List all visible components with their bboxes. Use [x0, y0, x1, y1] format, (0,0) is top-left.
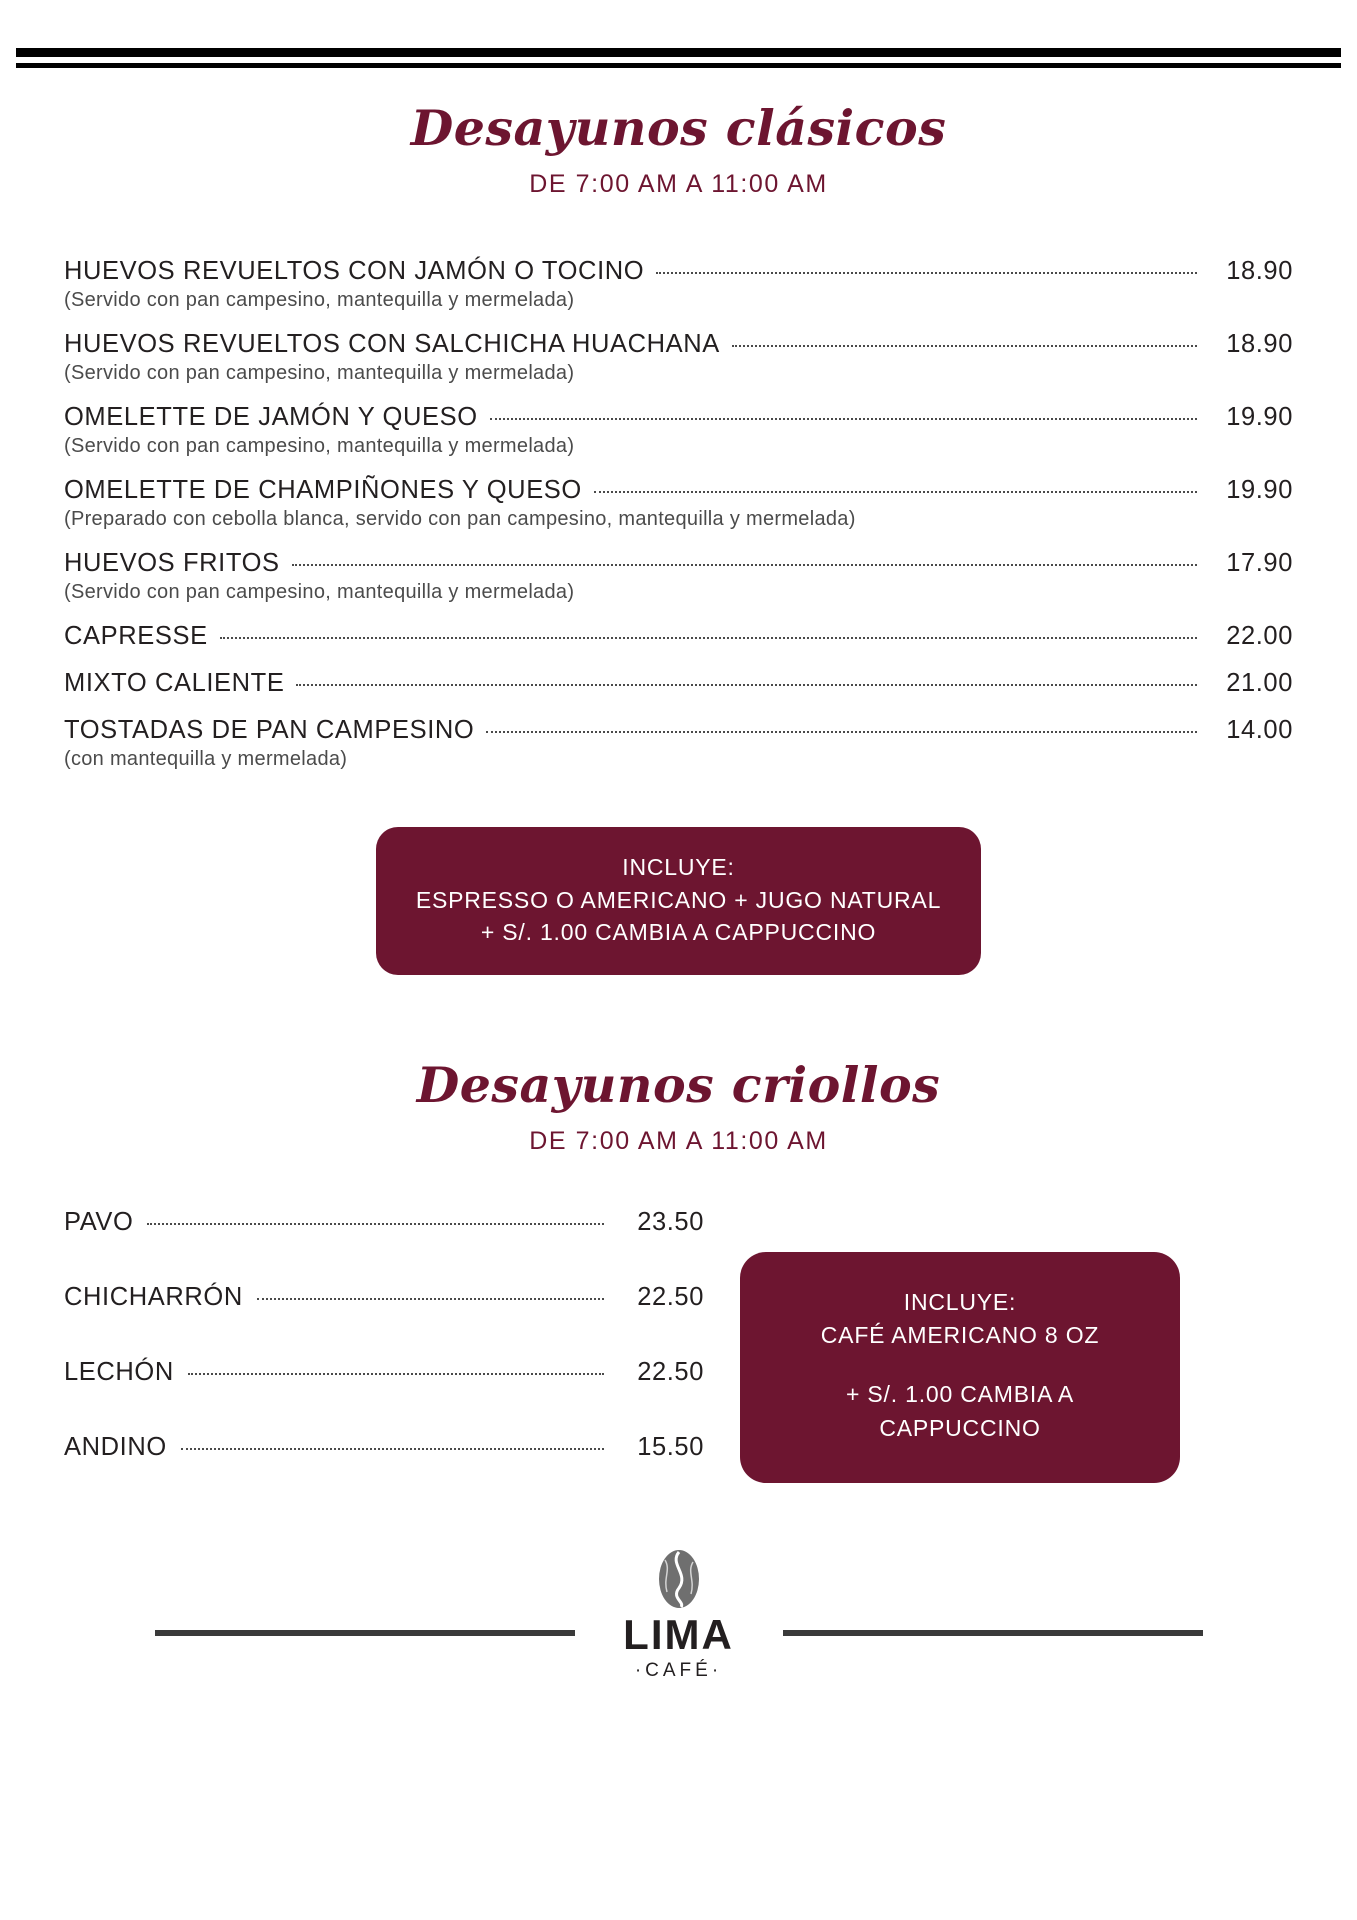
leader-dots: [188, 1372, 604, 1375]
item-price: 22.00: [1226, 621, 1293, 650]
footer: [0, 1548, 1357, 1724]
item-price: 18.90: [1226, 256, 1293, 285]
brand-logo: [589, 1548, 769, 1682]
item-name: TOSTADAS DE PAN CAMPESINO: [64, 715, 475, 744]
list-item: [64, 1358, 704, 1387]
item-line: [64, 669, 1293, 698]
includes-badge: [740, 1252, 1180, 1483]
footer-rule-right: [783, 1630, 1203, 1636]
brand-subtitle: ·CAFÉ·: [634, 1659, 723, 1681]
leader-dots: [594, 490, 1197, 493]
section-2-title: Desayunos criollos: [416, 1055, 941, 1114]
leader-dots: [257, 1297, 604, 1300]
leader-dots: [490, 417, 1197, 420]
item-name: PAVO: [64, 1207, 134, 1236]
list-item: [64, 403, 1293, 458]
leader-dots: [147, 1222, 604, 1225]
item-name: HUEVOS REVUELTOS CON JAMÓN O TOCINO: [64, 256, 645, 285]
list-item: [64, 1283, 704, 1312]
item-price: 15.50: [637, 1432, 704, 1461]
rule-thick: [16, 48, 1341, 57]
item-price: 22.50: [637, 1357, 704, 1386]
item-line: [64, 403, 1293, 432]
item-description: (Servido con pan campesino, mantequilla y mermelada): [64, 580, 575, 603]
item-line: [64, 476, 1293, 505]
section-1-schedule: DE 7:00 AM A 11:00 AM: [529, 169, 828, 198]
top-rules: [0, 0, 1357, 68]
item-name: LECHÓN: [64, 1357, 174, 1386]
badge-line-3: + S/. 1.00 CAMBIA A CAPPUCCINO: [480, 919, 877, 946]
item-line: [64, 257, 1293, 286]
section-1-badge-wrap: [0, 827, 1357, 975]
item-price: 17.90: [1226, 548, 1293, 577]
item-price: 19.90: [1226, 475, 1293, 504]
item-price: 19.90: [1226, 402, 1293, 431]
item-description: (Preparado con cebolla blanca, servido con pan campesino, mantequilla y mermelada): [64, 507, 856, 530]
leader-dots: [292, 563, 1197, 566]
item-price: 23.50: [637, 1207, 704, 1236]
list-item: [64, 622, 1293, 651]
item-price: 22.50: [637, 1282, 704, 1311]
badge-line-2: CAFÉ AMERICANO 8 OZ: [820, 1322, 1100, 1349]
section-2: [0, 1055, 1357, 1508]
item-name: OMELETTE DE CHAMPIÑONES Y QUESO: [64, 475, 582, 504]
list-item: [64, 330, 1293, 385]
item-price: 18.90: [1226, 329, 1293, 358]
rule-thin: [16, 63, 1341, 68]
brand-name: LIMA: [623, 1610, 734, 1658]
item-description: (con mantequilla y mermelada): [64, 747, 348, 770]
item-description: (Servido con pan campesino, mantequilla y mermelada): [64, 361, 575, 384]
section-1-title: Desayunos clásicos: [410, 99, 947, 157]
item-line: [64, 716, 1293, 745]
item-name: OMELETTE DE JAMÓN Y QUESO: [64, 402, 478, 431]
badge-line-2: ESPRESSO O AMERICANO + JUGO NATURAL: [415, 886, 942, 913]
list-item: [64, 716, 1293, 771]
list-item: [64, 257, 1293, 312]
leader-dots: [220, 636, 1197, 639]
section-2-header: [0, 1055, 1357, 1156]
item-name: ANDINO: [64, 1432, 167, 1461]
item-name: HUEVOS FRITOS: [64, 548, 280, 577]
badge-line-4: CAPPUCCINO: [879, 1414, 1041, 1441]
leader-dots: [296, 683, 1197, 686]
item-name: CHICHARRÓN: [64, 1282, 243, 1311]
leader-dots: [486, 730, 1197, 733]
item-name: HUEVOS REVUELTOS CON SALCHICHA HUACHANA: [64, 329, 720, 358]
section-2-badge-wrap: [740, 1252, 1180, 1483]
leader-dots: [732, 344, 1197, 347]
list-item: [64, 476, 1293, 531]
coffee-bean-icon: [653, 1548, 705, 1610]
section-1-header: [0, 99, 1357, 199]
badge-line-1: INCLUYE:: [622, 853, 735, 880]
badge-line-1: INCLUYE:: [903, 1288, 1017, 1315]
badge-line-3: + S/. 1.00 CAMBIA A: [845, 1381, 1075, 1408]
section-2-body: [0, 1208, 1357, 1508]
badge-spacer: [766, 1352, 1154, 1378]
list-item: [64, 549, 1293, 604]
item-description: (Servido con pan campesino, mantequilla y mermelada): [64, 288, 575, 311]
item-line: [64, 330, 1293, 359]
section-2-schedule: DE 7:00 AM A 11:00 AM: [529, 1126, 828, 1155]
list-item: [64, 669, 1293, 698]
item-name: CAPRESSE: [64, 621, 208, 650]
leader-dots: [656, 271, 1197, 274]
item-description: (Servido con pan campesino, mantequilla y mermelada): [64, 434, 575, 457]
item-line: [64, 622, 1293, 651]
list-item: [64, 1433, 704, 1462]
section-1-items: [64, 257, 1293, 771]
includes-badge: [376, 827, 981, 975]
section-2-items: [64, 1208, 704, 1508]
item-price: 21.00: [1226, 668, 1293, 697]
item-line: [64, 549, 1293, 578]
list-item: [64, 1208, 704, 1237]
item-price: 14.00: [1226, 715, 1293, 744]
item-name: MIXTO CALIENTE: [64, 668, 285, 697]
footer-rule-left: [155, 1630, 575, 1636]
leader-dots: [181, 1447, 604, 1450]
